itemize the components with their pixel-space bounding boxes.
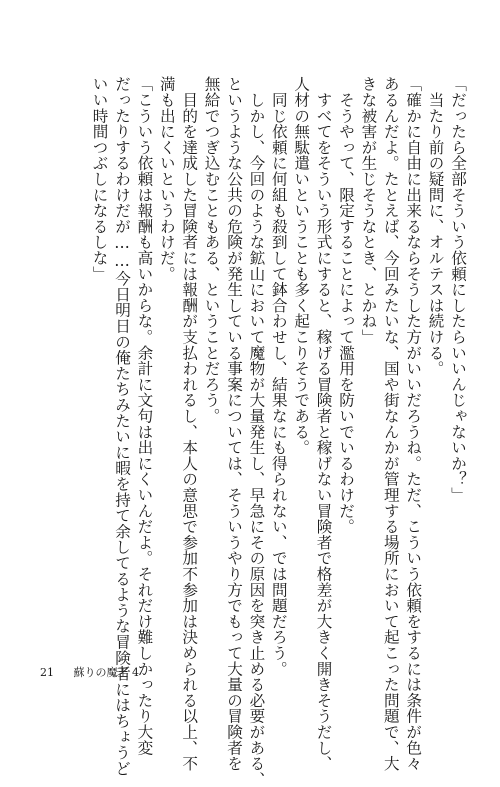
text-column: 「だったら全部そういう依頼にしたらいいんじゃないか？」 <box>449 76 467 503</box>
page-number: 21 <box>40 666 54 679</box>
text-column: あるんだよ。たとえば、今回みたいな、国や街なんかが管理する場所において起こった問題で、大 <box>381 76 400 772</box>
text-column: 「確かに自由に出来るならそうした方がいいだろうね。ただ、こういう依頼をするには条件が色々 <box>404 76 423 772</box>
text-column: だったりするわけだが……今日明日の俺たちみたいに暇を持て余してるような冒険者にはちょうど <box>113 76 131 776</box>
text-column: 同じ依頼に何組も殺到して鉢合わせし、結果なにも得られない、では問題だろう。 <box>269 76 288 677</box>
text-column: きな被害が生じそうなとき、とかね」 <box>359 76 378 345</box>
text-column: 当たり前の疑問に、オルテスは続ける。 <box>426 76 445 377</box>
text-column: 無給でつぎ込むこともある、ということだろう。 <box>202 76 221 424</box>
text-column: すべてをそういう形式にすると、稼げる冒険者と稼げない冒険者で格差が大きく開きそうだし、 <box>314 76 333 772</box>
text-column: いい時間つぶしになるしな」 <box>90 76 109 282</box>
text-column: というような公共の危険が発生している事案については、そういうやり方でもって大量の冒険者を <box>225 76 243 772</box>
text-column: 人材の無駄遣いということも多く起こりそうである。 <box>292 76 311 456</box>
text-column: 目的を達成した冒険者には報酬が支払われるし、本人の意思で参加不参加は決められる以上、不 <box>180 76 199 772</box>
page-footer <box>40 664 139 680</box>
text-column: 「こういう依頼は報酬も高いからな。余計に文句は出にくいんだよ。それだけ難しかったり大変 <box>135 76 154 756</box>
text-column: そうやって、限定することによって濫用を防いでいるわけだ。 <box>337 76 355 535</box>
text-column: しかし、今回のような鉱山において魔物が大量発生し、早急にその原因を突き止める必要がある、 <box>247 76 266 787</box>
text-column: 満も出にくいというわけだ。 <box>157 76 176 282</box>
book-title: 蘇りの魔王 4 <box>73 666 139 679</box>
